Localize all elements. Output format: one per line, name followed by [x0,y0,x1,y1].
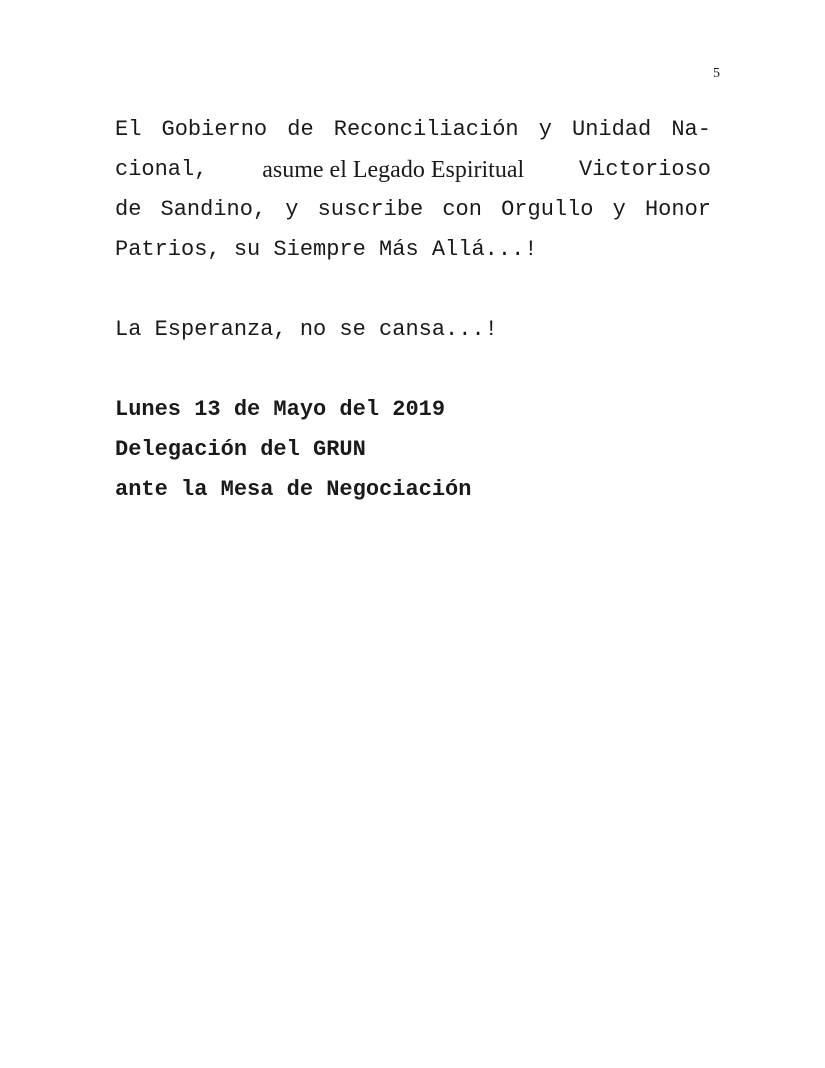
paragraph-line-1: La Esperanza, no se cansa...! [115,317,498,342]
word: Gobierno [161,117,268,142]
paragraph-line-2 [115,150,711,190]
paragraph-esperanza [115,310,715,350]
word: y [612,197,626,222]
paragraph-line-1 [115,110,711,150]
word: Na- [671,117,711,142]
paragraph-legado [115,110,715,270]
word-group: asume el Legado Espiritual [262,157,525,183]
paragraph-line-3 [115,190,711,230]
word: suscribe [317,197,424,222]
word: de [287,117,314,142]
word: Honor [644,197,711,222]
word: cional, [115,157,208,182]
word: Reconciliación [333,117,519,142]
word: de [115,197,142,222]
word: Orgullo [501,197,594,222]
signature-block [115,390,715,510]
word: Victorioso [578,157,711,182]
word: Unidad [572,117,652,142]
signature-date: Lunes 13 de Mayo del 2019 [115,397,446,422]
word: con [442,197,482,222]
signature-delegation: Delegación del GRUN [115,437,366,462]
word: y [285,197,299,222]
signature-table: ante la Mesa de Negociación [115,477,472,502]
word: y [538,117,552,142]
page-number: 5 [713,66,720,81]
paragraph-line-4: Patrios, su Siempre Más Allá...! [115,237,538,262]
word: Sandino, [160,197,267,222]
word: El [115,117,142,142]
